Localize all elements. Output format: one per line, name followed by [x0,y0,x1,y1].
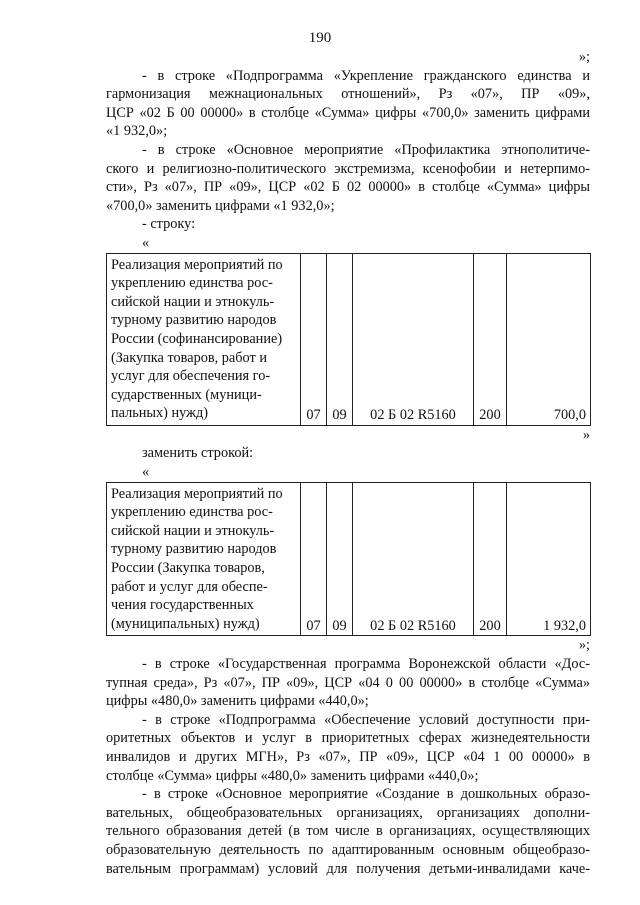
cell-line: Реализация мероприятий по [111,256,283,273]
text-line: - в строке «Основное мероприятие «Профилактика этнополитиче- [142,141,590,158]
opening-quote: « [142,234,150,251]
text-line: - в строке «Подпрограмма «Обеспечение условий доступности при- [142,711,590,728]
cell-line: чения государственных [111,597,254,614]
text-line: гармонизация межнациональных отношений», Рз «07», ПР «09», [106,86,590,103]
paragraph-2 [106,141,590,215]
csr-cell: 02 Б 02 R5160 [353,482,474,636]
sum-cell: 700,0 [507,253,591,425]
closing-quote: » [582,426,590,443]
rz-cell: 07 [301,482,327,636]
text-line: оритетных объектов и услуг в приоритетных сферах жизнедеятельности [106,730,590,747]
cell-line: укреплению единства рос- [111,504,273,521]
closing-quote: »; [578,637,590,654]
vr-cell: 200 [474,482,507,636]
cell-line: (муниципальных) нужд) [111,615,260,632]
paragraph-5 [106,785,590,878]
cell-line: укреплению единства рос- [111,275,273,292]
pr-cell: 09 [327,482,353,636]
text-line: образовательную деятельность по адаптированным основным общеобразо- [106,841,590,858]
text-line: вательных, общеобразовательных организациях, организациях дополни- [106,804,590,821]
text-line: - в строке «Государственная программа Воронежской области «Дос- [142,656,590,672]
cell-line: сийской нации и этнокуль- [111,293,275,310]
opening-quote: « [142,464,150,481]
cell-line: турному развитию народов [111,541,277,558]
text-line: тельного образования детей (в том числе в организациях, осуществляющих [106,823,590,840]
text-line: - в строке «Основное мероприятие «Создание в дошкольных образо- [142,786,590,803]
text-line: «700,0» заменить цифрами «1 932,0»; [106,197,335,214]
pr-cell: 09 [327,253,353,425]
sum-cell: 1 932,0 [507,482,591,636]
text-line: «1 932,0»; [106,123,168,140]
cell-line: России (софинансирование) [111,330,283,347]
cell-line: услуг для обеспечения го- [111,368,271,385]
text-line: столбце «Сумма» цифры «480,0» заменить цифрами «440,0»; [106,767,479,784]
paragraph-3 [106,655,590,711]
label-row: - строку: [142,216,196,233]
csr-cell: 02 Б 02 R5160 [353,253,474,425]
rz-cell: 07 [301,253,327,425]
text-line: - в строке «Подпрограмма «Укрепление гражданского единства и [142,67,590,84]
paragraph-1 [106,67,590,141]
cell-line: турному развитию народов [111,312,277,329]
cell-line: России (Закупка товаров, [111,560,265,577]
text-line: цифры «480,0» заменить цифрами «440,0»; [106,693,369,710]
text-line: сти», Рз «07», ПР «09», ЦСР «02 Б 02 00000» в столбце «Сумма» цифры [106,179,590,196]
cell-line: сударственных (муници- [111,386,262,403]
text-line: ЦСР «02 Б 00 00000» в столбце «Сумма» цифры «700,0» заменить цифрами [106,104,590,121]
budget-table-old [106,253,591,426]
cell-line: сийской нации и этнокуль- [111,522,275,539]
vr-cell: 200 [474,253,507,425]
document-body [106,48,590,878]
page-number: 190 [308,30,332,46]
table-row [107,253,591,425]
text-line: инвалидов и других МГН», Рз «07», ПР «09», ЦСР «04 1 00 00000» в [106,748,590,765]
closing-quote: »; [578,49,590,65]
cell-line: работ и услуг для обеспе- [111,578,268,595]
table-row [107,482,591,636]
budget-table-new [106,482,591,637]
cell-line: пальных) нужд) [111,405,209,422]
row-name-cell [107,482,301,636]
cell-line: Реализация мероприятий по [111,485,283,502]
text-line: тупная среда», Рз «07», ПР «09», ЦСР «04 0 00 00000» в столбце «Сумма» [106,674,590,691]
text-line: вательным программам) условий для получения детьми-инвалидами каче- [106,860,590,877]
paragraph-4 [106,711,590,785]
cell-line: (Закупка товаров, работ и [111,349,267,366]
row-name-cell [107,253,301,425]
label-replace: заменить строкой: [142,445,254,462]
text-line: ского и религиозно-политического экстремизма, ксенофобии и нетерпимо- [106,160,590,177]
